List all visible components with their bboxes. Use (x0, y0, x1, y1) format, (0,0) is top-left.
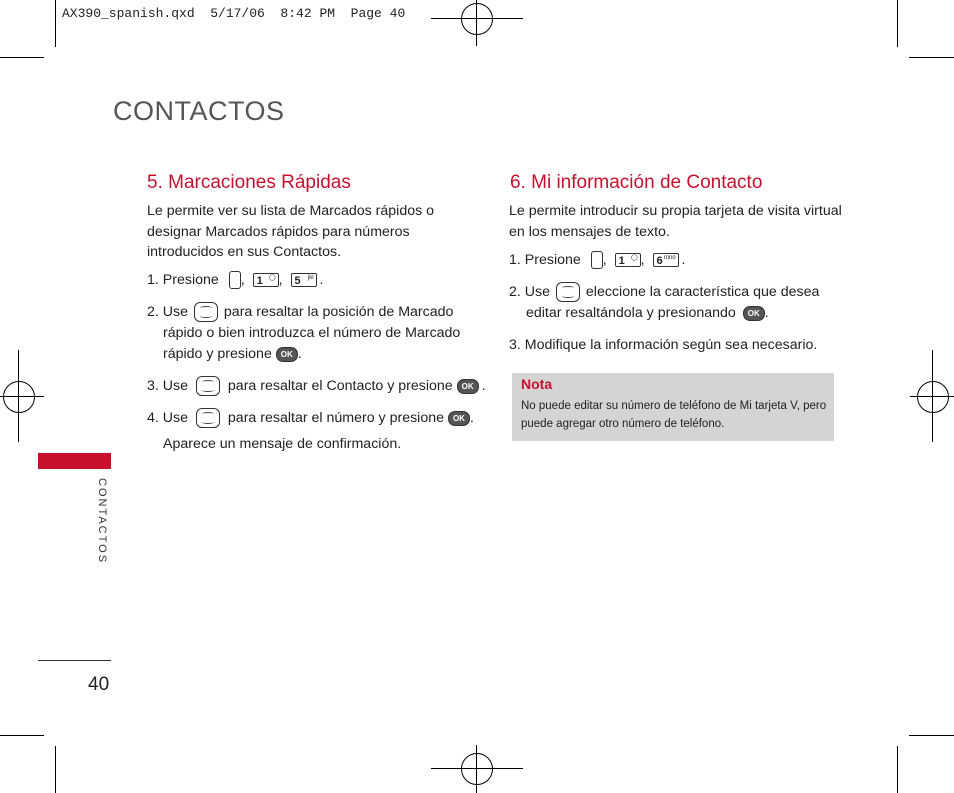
section-heading-speed-dials: 5. Marcaciones Rápidas (147, 172, 351, 193)
page-title: CONTACTOS (113, 96, 285, 126)
number-key-icon: 6 mno (653, 253, 679, 267)
step-3: 3. Modifique la información según sea necesario. (509, 337, 818, 353)
comma: , (602, 252, 607, 268)
step-text: para resaltar el Contacto y presione (227, 378, 453, 394)
crop-mark (0, 735, 44, 736)
section-intro: Le permite ver su lista de Marcados rápidos o designar Marcados rápidos para números introducidos en sus Contactos. (147, 203, 435, 260)
step-label: 1. Presione (509, 252, 581, 268)
crop-mark (909, 735, 954, 736)
crop-mark (897, 746, 898, 793)
step-2 (509, 282, 849, 324)
step-label: 3. Use (147, 378, 189, 394)
crop-mark (897, 0, 898, 47)
period: . (764, 305, 769, 321)
send-key-icon (229, 271, 241, 289)
step-text: rápido o bien introduzca el número de Marcado (163, 325, 461, 341)
step-label: 4. Use (147, 410, 189, 426)
step-label: 1. Presione (147, 272, 219, 288)
step-text: eleccione la característica que desea (585, 284, 820, 300)
crop-mark (55, 0, 56, 47)
ok-key-icon: OK (448, 411, 470, 426)
step-text: para resaltar la posición de Marcado (223, 304, 454, 320)
section-heading-my-contact-info: 6. Mi información de Contacto (510, 172, 763, 193)
step-label: 2. Use (509, 284, 551, 300)
comma: , (640, 252, 645, 268)
step-2 (147, 302, 487, 365)
comma: , (240, 272, 245, 288)
ok-key-icon: OK (743, 306, 765, 321)
comma: , (278, 272, 283, 288)
nav-key-icon (196, 376, 220, 396)
crop-mark (909, 57, 954, 58)
footer-rule (38, 660, 111, 661)
note-text: No puede editar su número de teléfono de Mi tarjeta V, pero puede agregar otro número de teléfono. (521, 400, 827, 430)
page-number: 40 (88, 674, 110, 695)
nav-key-icon (194, 302, 218, 322)
step-4-confirmation: Aparece un mensaje de confirmación. (163, 436, 402, 452)
period: . (297, 346, 302, 362)
period: . (319, 272, 324, 288)
section-tab-bar (38, 453, 111, 469)
crop-mark (55, 746, 56, 793)
section-tab-label: CONTACTOS (96, 478, 108, 565)
note-box (512, 373, 834, 441)
period: . (469, 410, 474, 426)
period: . (481, 378, 486, 394)
step-text: rápido y presione (163, 346, 272, 362)
step-4 (147, 408, 474, 429)
ok-key-icon: OK (457, 379, 479, 394)
crop-mark (0, 57, 44, 58)
step-text: editar resaltándola y presionando (526, 305, 736, 321)
number-key-icon: 1 ◯ (253, 273, 279, 287)
step-1 (147, 270, 324, 291)
step-3 (147, 376, 486, 397)
step-label: 2. Use (147, 304, 189, 320)
ok-key-icon: OK (276, 347, 298, 362)
nav-key-icon (556, 282, 580, 302)
send-key-icon (591, 251, 603, 269)
note-title: Nota (521, 376, 553, 392)
step-text: para resaltar el número y presione (227, 410, 444, 426)
nav-key-icon (196, 408, 220, 428)
number-key-icon: 5 jkl (291, 273, 317, 287)
slug-line: AX390_spanish.qxd 5/17/06 8:42 PM Page 40 (62, 6, 406, 21)
step-1 (509, 250, 686, 271)
number-key-icon: 1 ◯ (615, 253, 641, 267)
period: . (681, 252, 686, 268)
section-intro: Le permite introducir su propia tarjeta de visita virtual en los mensajes de texto. (509, 203, 842, 240)
